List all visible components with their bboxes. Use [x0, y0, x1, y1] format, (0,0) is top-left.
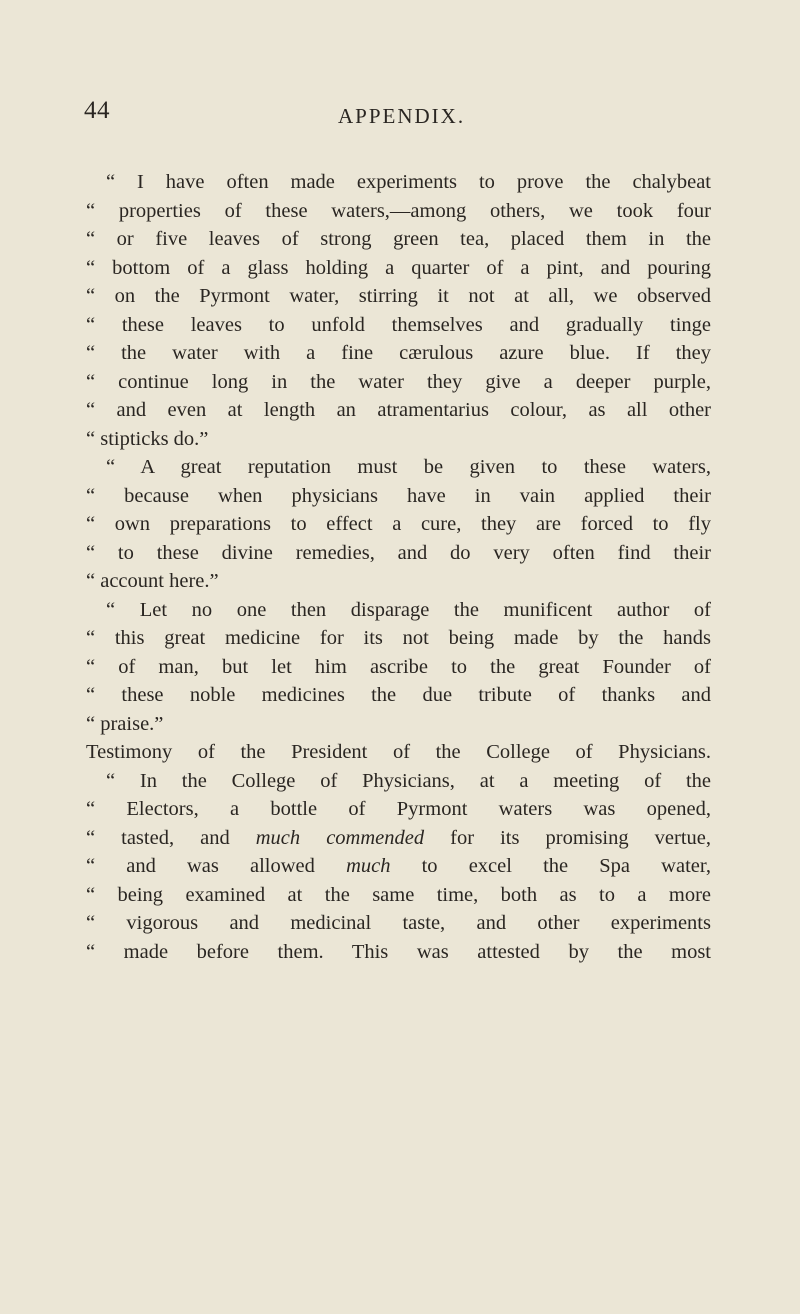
text-line: “ made before them. This was attested by the most [86, 940, 711, 963]
text-span: “ and was allowed [86, 855, 347, 877]
text-span: for its promising vertue, [424, 826, 712, 849]
text-line: “ these leaves to unfold themselves and gradually tinge [86, 313, 711, 336]
text-line: “ Electors, a bottle of Pyrmont waters was opened, [86, 798, 711, 820]
text-line: “ bottom of a glass holding a quarter of a pint, and pouring [86, 256, 711, 279]
text-span: to excel the Spa water, [390, 855, 712, 877]
text-line: “ praise.” [86, 712, 164, 735]
text-line: “ vigorous and medicinal taste, and other experiments [86, 912, 711, 934]
body-text [86, 168, 711, 966]
text-line: “ continue long in the water they give a deeper purple, [86, 370, 711, 393]
text-line: “ these noble medicines the due tribute of thanks and [86, 684, 711, 706]
text-line: “ own preparations to effect a cure, they are forced to fly [86, 513, 711, 535]
italic-span: much commended [255, 826, 425, 849]
text-line: “ being examined at the same time, both as to a more [86, 883, 711, 906]
text-line: “ and even at length an atramentarius colour, as all other [86, 399, 711, 421]
text-line: “ properties of these waters,—among others, we took four [86, 199, 711, 222]
text-line: “ of man, but let him ascribe to the great Founder of [86, 655, 711, 678]
section-heading: Testimony of the President of the College of Physicians. [86, 741, 711, 763]
text-line: “ because when physicians have in vain applied their [86, 484, 711, 507]
text-line: “ A great reputation must be given to these waters, [106, 456, 711, 478]
running-head: APPENDIX. [338, 104, 466, 128]
text-line: “ In the College of Physicians, at a meeting of the [106, 769, 711, 792]
text-line [86, 852, 711, 881]
text-line: “ this great medicine for its not being made by the hands [86, 627, 711, 649]
text-line: “ Let no one then disparage the munificent author of [106, 598, 711, 621]
text-line: “ I have often made experiments to prove the chalybeat [106, 171, 711, 193]
italic-span: much [346, 855, 391, 877]
text-line: “ the water with a fine cærulous azure blue. If they [86, 342, 711, 364]
text-line: “ stipticks do.” [86, 427, 209, 450]
text-line: “ or five leaves of strong green tea, placed them in the [86, 228, 711, 250]
text-line: “ on the Pyrmont water, stirring it not at all, we observed [86, 285, 711, 307]
text-line: “ account here.” [86, 570, 219, 592]
text-line [86, 824, 711, 853]
text-line: “ to these divine remedies, and do very often find their [86, 541, 711, 564]
page-number: 44 [84, 97, 110, 124]
text-span: “ tasted, and [86, 826, 256, 849]
